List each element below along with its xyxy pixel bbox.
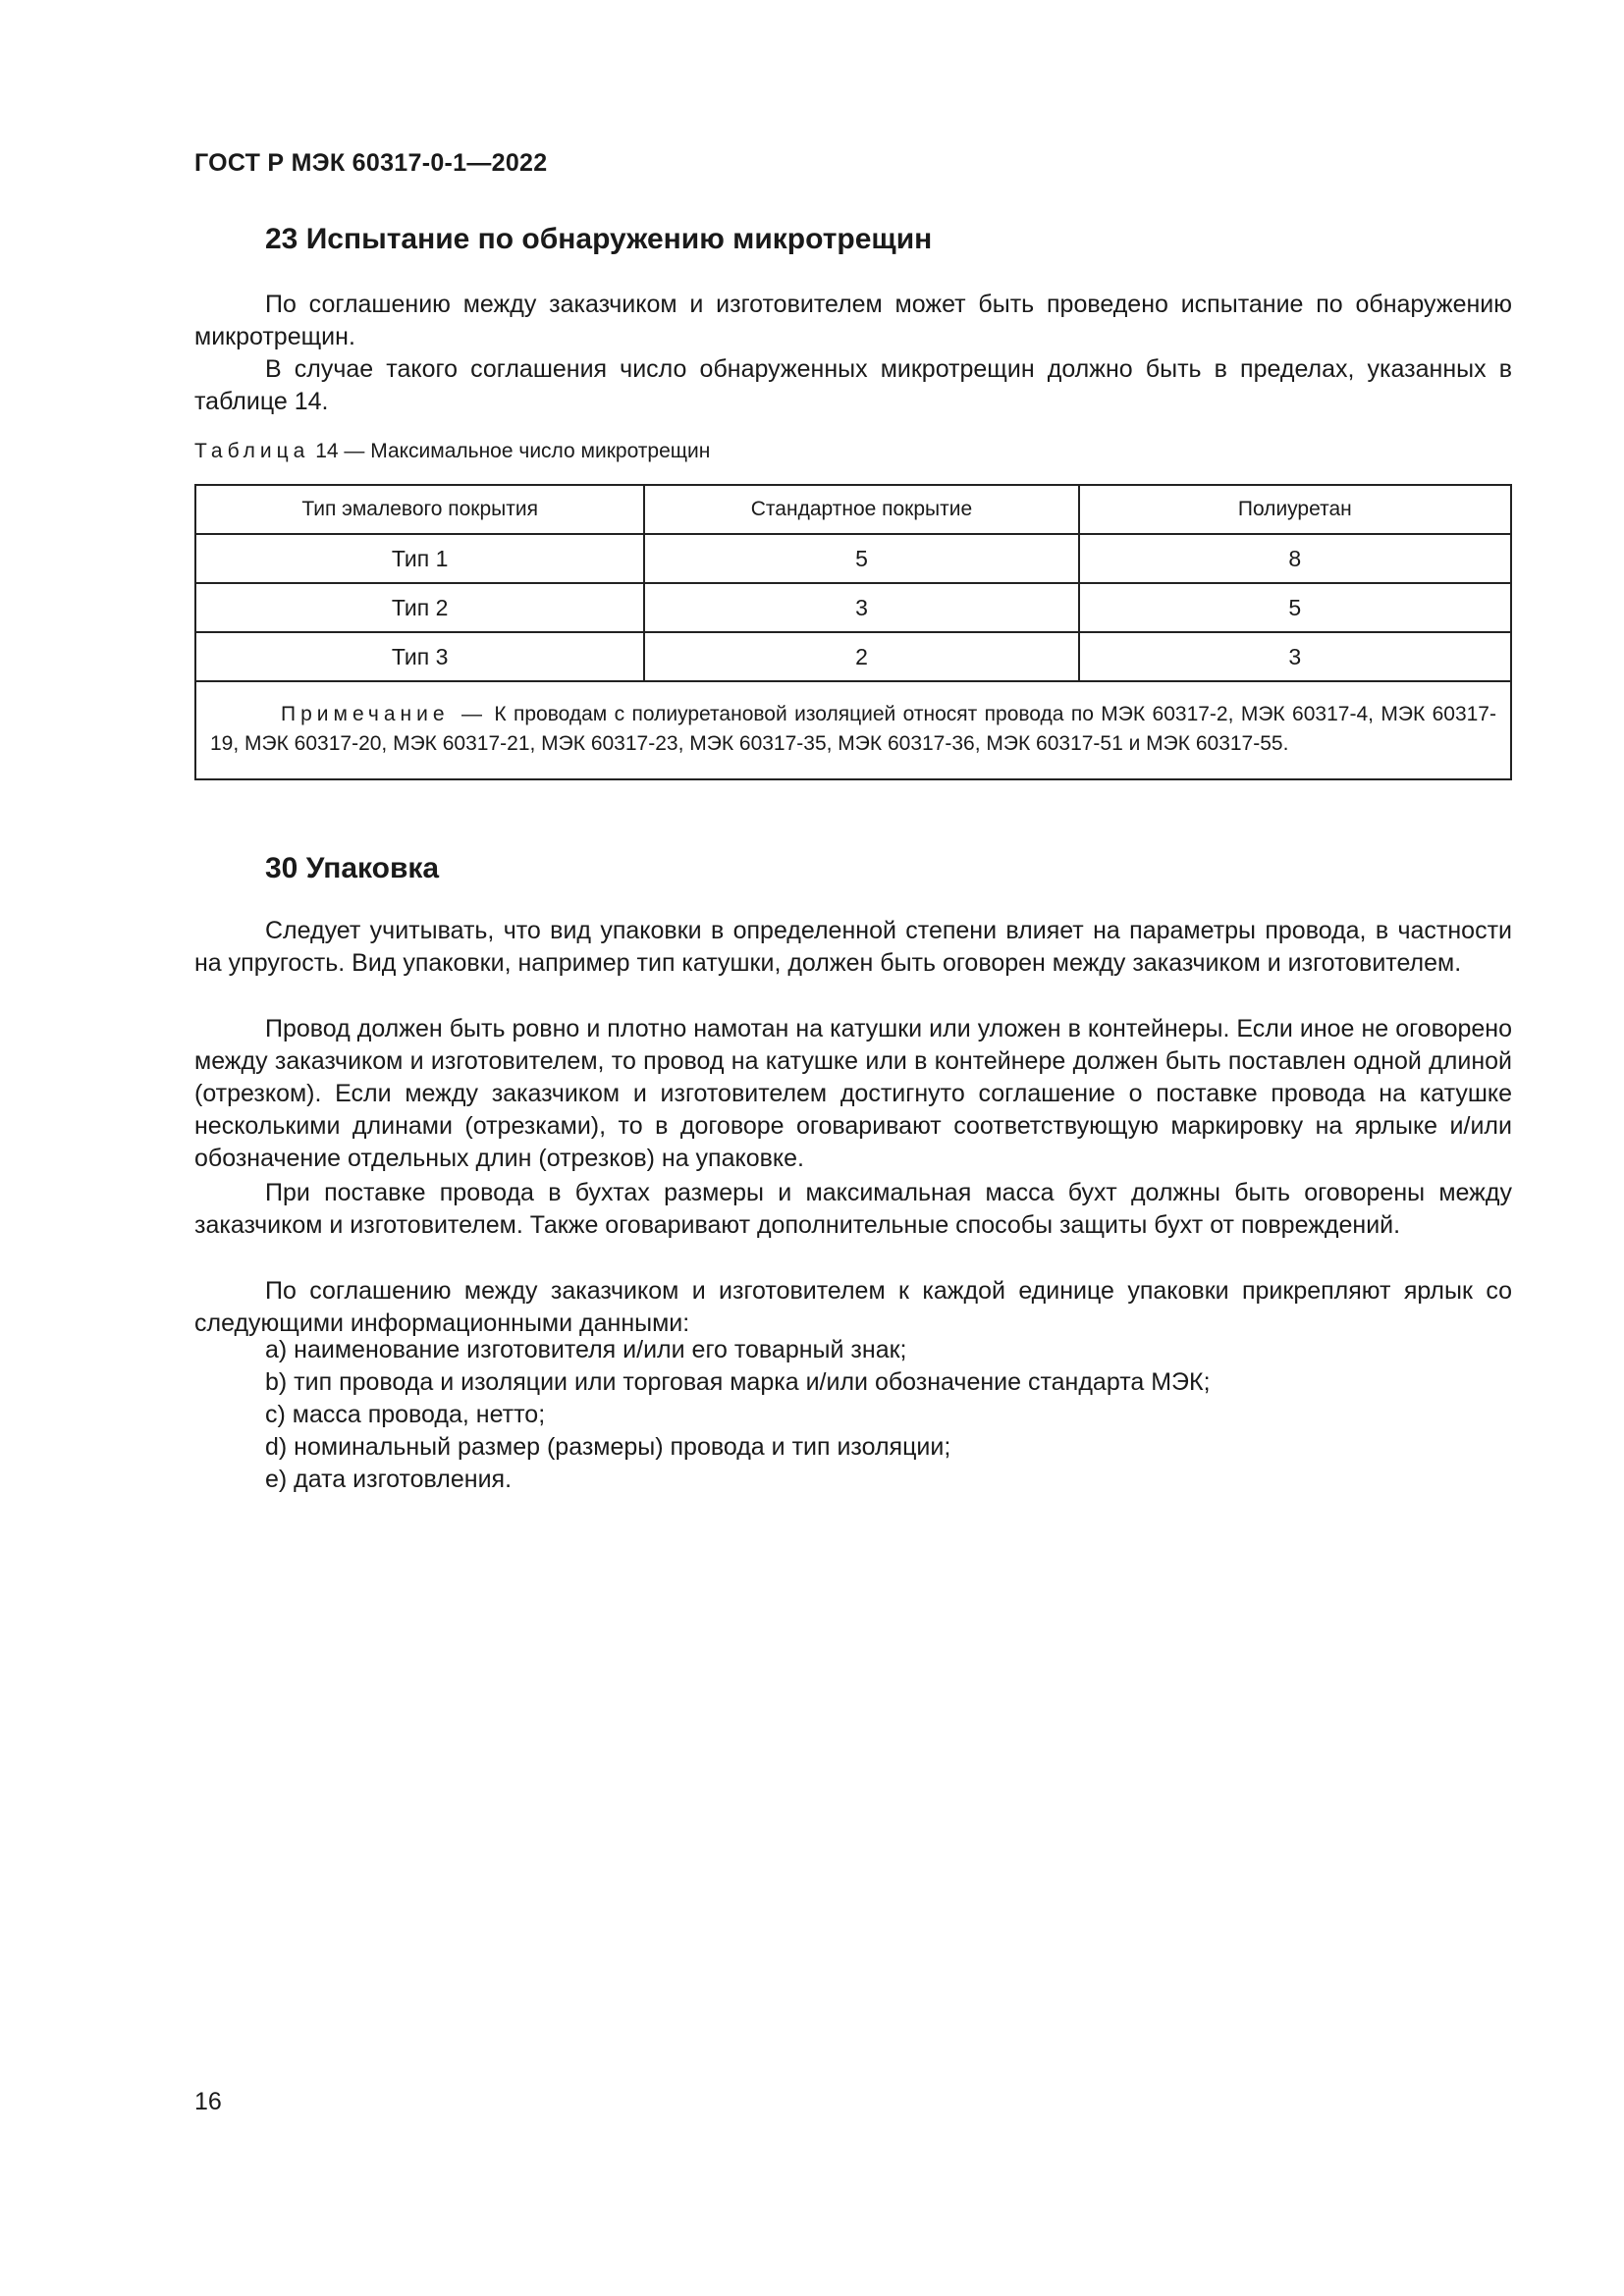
section-30-paragraph-2: Провод должен быть ровно и плотно намотан на катушки или уложен в контейнеры. Если иное не оговорено между заказчиком и изготовителем, то провод на катушке или в контейнере должен быть поставлен одной длиной (отрезком). Если между заказчиком и изготовителем достигнуто соглашение о поставке провода на катушке несколькими длинами (отрезками), то в договоре оговаривают соответствующую маркировку на ярлыке и/или обозначение отдельных длин (отрезков) на упаковке. — [194, 1015, 1512, 1172]
table-row — [195, 534, 1511, 583]
section-30-paragraph-4: По соглашению между заказчиком и изготовителем к каждой единице упаковки прикрепляют ярлык со следующими информационными данными: — [194, 1277, 1512, 1337]
list-item: b) тип провода и изоляции или торговая марка и/или обозначение стандарта МЭК; — [265, 1368, 1211, 1396]
table-caption-title: 14 — Максимальное число микротрещин — [315, 440, 711, 462]
table-note — [195, 681, 1511, 779]
table-cell: 2 — [644, 632, 1078, 681]
table-14-caption — [194, 440, 710, 463]
section-30-title: 30 Упаковка — [265, 852, 440, 884]
table-cell: Тип 1 — [195, 534, 644, 583]
table-caption-word: Таблица — [194, 440, 310, 462]
list-item: а) наименование изготовителя и/или его товарный знак; — [265, 1336, 907, 1363]
page-number: 16 — [194, 2088, 222, 2115]
section-23-title: 23 Испытание по обнаружению микротрещин — [265, 223, 933, 255]
table-row — [195, 583, 1511, 632]
table-14 — [194, 484, 1512, 780]
table-header-cell: Стандартное покрытие — [644, 485, 1078, 534]
label-data-list — [265, 1334, 1211, 1496]
note-lead: Примечание — — [281, 703, 487, 725]
note-text: К проводам с полиуретановой изоляцией относят провода по МЭК 60317-2, МЭК 60317-4, МЭК 60317-19, МЭК 60317-20, МЭК 60317-21, МЭК 60317-23, МЭК 60317-35, МЭК 60317-36, МЭК 60317-51 и МЭК 60317-55. — [210, 703, 1496, 755]
table-header-row — [195, 485, 1511, 534]
table-cell: 5 — [644, 534, 1078, 583]
table-header-cell: Полиуретан — [1079, 485, 1511, 534]
table-cell: Тип 2 — [195, 583, 644, 632]
document-code-header: ГОСТ Р МЭК 60317-0-1—2022 — [194, 149, 548, 177]
table-header-cell: Тип эмалевого покрытия — [195, 485, 644, 534]
table-row — [195, 632, 1511, 681]
table-cell: 8 — [1079, 534, 1511, 583]
section-23-paragraph-2: В случае такого соглашения число обнаруженных микротрещин должно быть в пределах, указанных в таблице 14. — [194, 355, 1512, 415]
list-item: d) номинальный размер (размеры) провода и тип изоляции; — [265, 1433, 951, 1461]
section-23-paragraph-1: По соглашению между заказчиком и изготовителем может быть проведено испытание по обнаружению микротрещин. — [194, 291, 1512, 350]
list-item: с) масса провода, нетто; — [265, 1401, 546, 1428]
table-note-row — [195, 681, 1511, 779]
list-item: е) дата изготовления. — [265, 1466, 513, 1493]
section-30-paragraph-1: Следует учитывать, что вид упаковки в определенной степени влияет на параметры провода, в частности на упругость. Вид упаковки, например тип катушки, должен быть оговорен между заказчиком и изготовителем. — [194, 917, 1512, 977]
table-cell: 3 — [1079, 632, 1511, 681]
table-cell: 5 — [1079, 583, 1511, 632]
table-cell: 3 — [644, 583, 1078, 632]
table-cell: Тип 3 — [195, 632, 644, 681]
section-30-paragraph-3: При поставке провода в бухтах размеры и максимальная масса бухт должны быть оговорены между заказчиком и изготовителем. Также оговаривают дополнительные способы защиты бухт от повреждений. — [194, 1179, 1512, 1239]
